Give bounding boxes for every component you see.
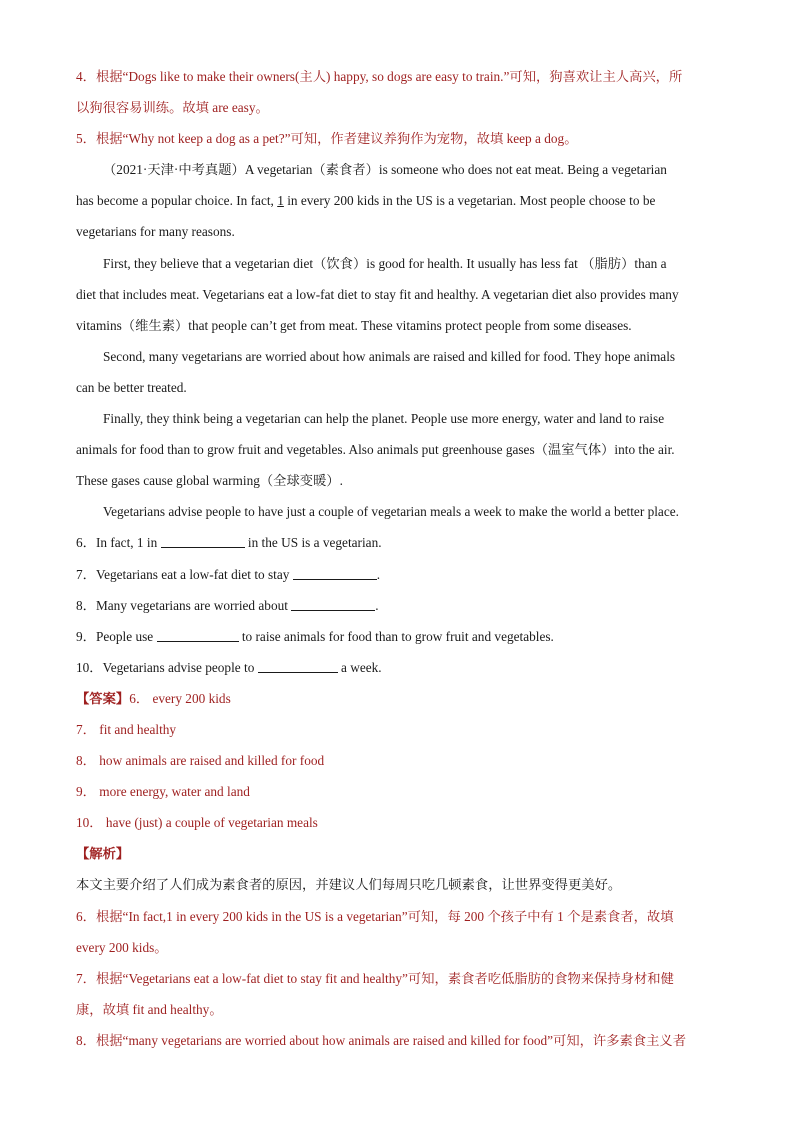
question-text: 7．Vegetarians eat a low-fat diet to stay xyxy=(76,566,293,582)
question-9 xyxy=(76,621,718,652)
answer-8: 8． how animals are raised and killed for food xyxy=(76,753,325,769)
passage-p5-line-1: Vegetarians advise people to have just a couple of vegetarian meals a week to make the world a better place. xyxy=(103,504,679,520)
answer-text: 6． every 200 kids xyxy=(129,690,231,706)
question-6 xyxy=(76,527,718,558)
explanation-6-line-1: 6．根据“In fact,1 in every 200 kids in the US is a vegetarian”可知，每 200 个孩子中有 1 个是素食者，故填 xyxy=(76,908,674,924)
answer-9: 9． more energy, water and land xyxy=(76,784,250,800)
passage-p3-line-2: can be better treated. xyxy=(76,379,187,395)
analysis-label: 【解析】 xyxy=(76,846,130,862)
passage-p4-line-3: These gases cause global warming（全球变暖）. xyxy=(76,473,343,489)
passage-p3-line-1: Second, many vegetarians are worried about how animals are raised and killed for food. They hope animals xyxy=(103,348,676,364)
passage-text: has become a popular choice. In fact, xyxy=(76,193,278,209)
question-text: 6．In fact, 1 in xyxy=(76,535,161,551)
question-text: . xyxy=(375,597,379,613)
answer-blank[interactable] xyxy=(157,640,239,642)
q5-explanation-line-1: 5．根据“Why not keep a dog as a pet?”可知，作者建议养狗作为宠物，故填 keep a dog。 xyxy=(76,131,578,147)
passage-p4-line-1: Finally, they think being a vegetarian can help the planet. People use more energy, water and land to raise xyxy=(103,411,665,427)
question-text: 10．Vegetarians advise people to xyxy=(76,659,258,675)
analysis-summary: 本文主要介绍了人们成为素食者的原因，并建议人们每周只吃几顿素食，让世界变得更美好。 xyxy=(76,877,622,893)
passage-p4-line-2: animals for food than to grow fruit and vegetables. Also animals put greenhouse gases（温室气体）into the air. xyxy=(76,442,675,458)
explanation-7-line-1: 7．根据“Vegetarians eat a low-fat diet to stay fit and healthy”可知，素食者吃低脂肪的食物来保持身材和健 xyxy=(76,970,674,986)
q4-explanation-line-1: 4．根据“Dogs like to make their owners(主人) happy, so dogs are easy to train.”可知，狗喜欢让主人高兴，所 xyxy=(76,69,683,84)
explanation-7-line-2: 康，故填 fit and healthy。 xyxy=(76,1001,223,1017)
question-10 xyxy=(76,652,718,683)
question-8 xyxy=(76,590,718,621)
passage-text: in every 200 kids in the US is a vegetarian. Most people choose to be xyxy=(283,193,656,209)
answer-blank[interactable] xyxy=(161,546,245,548)
passage-p1-line-3: vegetarians for many reasons. xyxy=(76,224,235,240)
underlined-number: 1 xyxy=(277,193,284,209)
passage-p2-line-2: diet that includes meat. Vegetarians eat a low-fat diet to stay fit and healthy. A vegetarian diet also provides many xyxy=(76,286,679,302)
q4-explanation-line-2: 以狗很容易训练。故填 are easy。 xyxy=(76,100,269,116)
explanation-8-line-1: 8．根据“many vegetarians are worried about how animals are raised and killed for food”可知，许多素食主义者 xyxy=(76,1032,687,1048)
question-text: 9．People use xyxy=(76,628,157,644)
answer-10: 10． have (just) a couple of vegetarian meals xyxy=(76,815,318,831)
answer-6 xyxy=(76,683,718,714)
question-text: . xyxy=(376,566,381,582)
answer-blank[interactable] xyxy=(258,671,338,673)
passage-p1-line-2 xyxy=(76,185,718,216)
question-text: in the US is a vegetarian. xyxy=(244,535,382,551)
answer-blank[interactable] xyxy=(291,609,375,611)
passage-p2-line-1: First, they believe that a vegetarian diet（饮食）is good for health. It usually has less fat （脂肪）than a xyxy=(103,255,667,271)
question-7 xyxy=(76,559,718,590)
question-text: to raise animals for food than to grow fruit and vegetables. xyxy=(238,628,554,644)
passage-p2-line-3: vitamins（维生素）that people can’t get from meat. These vitamins protect people from some diseases. xyxy=(76,317,632,333)
explanation-6-line-2: every 200 kids。 xyxy=(76,939,168,955)
answer-label: 【答案】 xyxy=(76,690,130,706)
answer-7: 7． fit and healthy xyxy=(76,721,177,737)
document-page xyxy=(76,61,718,1056)
answer-blank[interactable] xyxy=(293,578,377,580)
question-text: 8．Many vegetarians are worried about xyxy=(76,597,292,613)
question-text: a week. xyxy=(337,659,382,675)
passage-p1-line-1: （2021·天津·中考真题）A vegetarian（素食者）is someone who does not eat meat. Being a vegetarian xyxy=(103,162,667,178)
